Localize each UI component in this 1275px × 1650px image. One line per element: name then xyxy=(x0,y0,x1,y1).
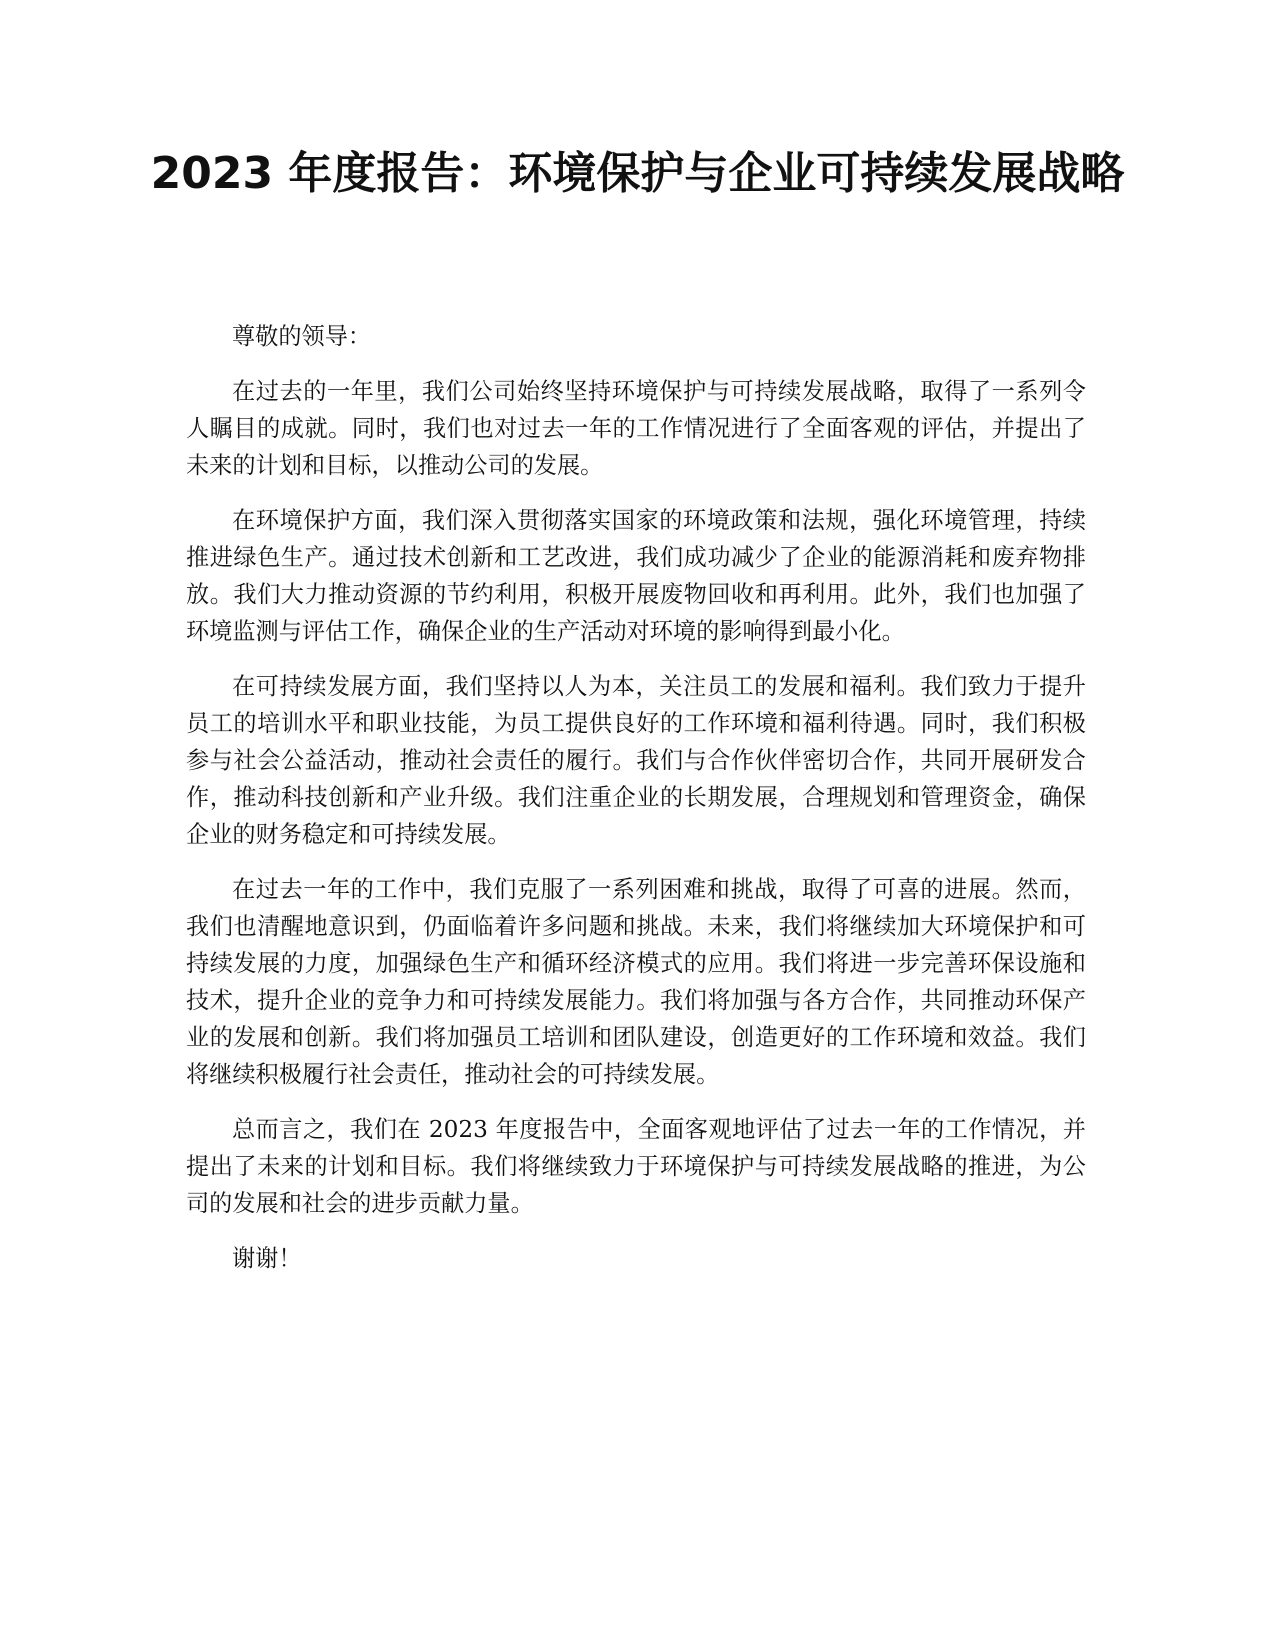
paragraph-5: 总而言之，我们在 2023 年度报告中，全面客观地评估了过去一年的工作情况，并提出了未来的计划和目标。我们将继续致力于环境保护与可持续发展战略的推进，为公司的发展和社会的进步贡献力量。 xyxy=(186,1116,1086,1217)
paragraph-2: 在环境保护方面，我们深入贯彻落实国家的环境政策和法规，强化环境管理，持续推进绿色生产。通过技术创新和工艺改进，我们成功减少了企业的能源消耗和废弃物排放。我们大力推动资源的节约利用，积极开展废物回收和再利用。此外，我们也加强了环境监测与评估工作，确保企业的生产活动对环境的影响得到最小化。 xyxy=(186,507,1086,645)
document-title: 2023 年度报告：环境保护与企业可持续发展战略 xyxy=(150,148,1125,199)
paragraph-3: 在可持续发展方面，我们坚持以人为本，关注员工的发展和福利。我们致力于提升员工的培训水平和职业技能，为员工提供良好的工作环境和福利待遇。同时，我们积极参与社会公益活动，推动社会责任的履行。我们与合作伙伴密切合作，共同开展研发合作，推动科技创新和产业升级。我们注重企业的长期发展，合理规划和管理资金，确保企业的财务稳定和可持续发展。 xyxy=(186,673,1086,848)
document-body xyxy=(186,318,1086,1277)
paragraph-4: 在过去一年的工作中，我们克服了一系列困难和挑战，取得了可喜的进展。然而，我们也清醒地意识到，仍面临着许多问题和挑战。未来，我们将继续加大环境保护和可持续发展的力度，加强绿色生产和循环经济模式的应用。我们将进一步完善环保设施和技术，提升企业的竞争力和可持续发展能力。我们将加强与各方合作，共同推动环保产业的发展和创新。我们将加强员工培训和团队建设，创造更好的工作环境和效益。我们将继续积极履行社会责任，推动社会的可持续发展。 xyxy=(186,876,1086,1088)
salutation: 尊敬的领导： xyxy=(232,323,372,350)
paragraph-1: 在过去的一年里，我们公司始终坚持环境保护与可持续发展战略，取得了一系列令人瞩目的成就。同时，我们也对过去一年的工作情况进行了全面客观的评估，并提出了未来的计划和目标，以推动公司的发展。 xyxy=(186,378,1086,479)
closing: 谢谢！ xyxy=(232,1245,302,1272)
